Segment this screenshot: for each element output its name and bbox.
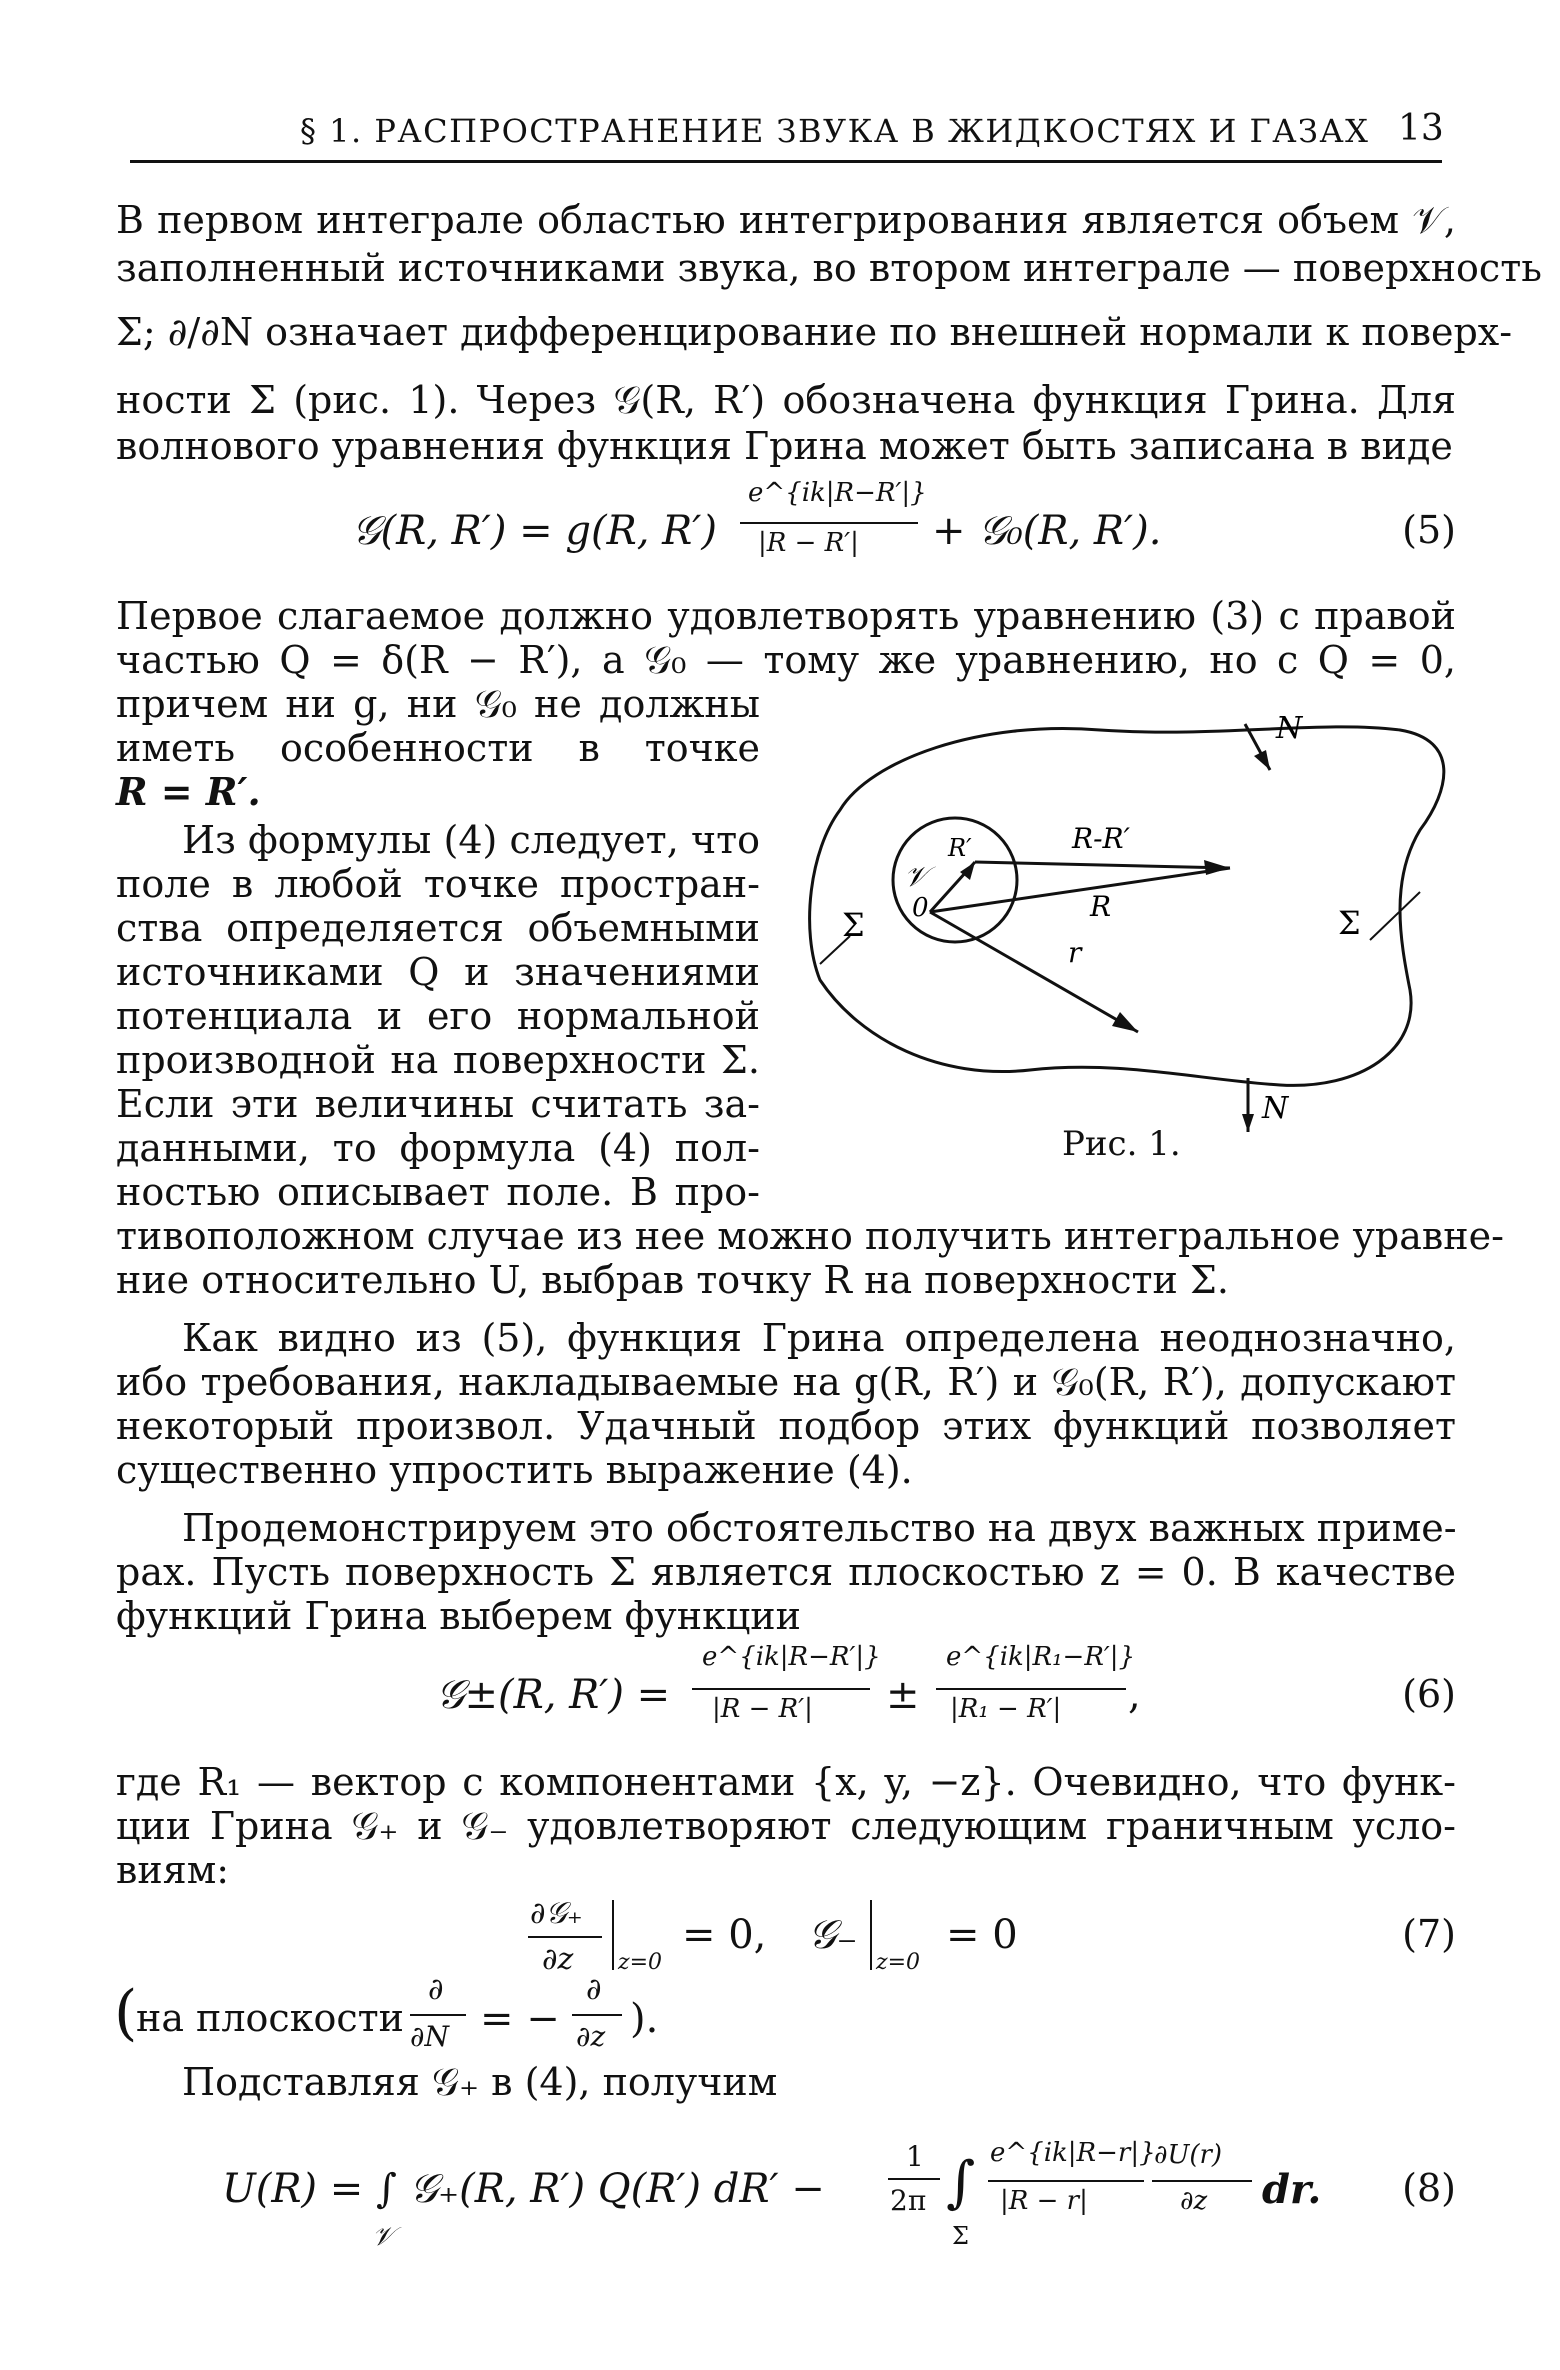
eq8-coef-num: 1 <box>906 2140 924 2173</box>
page-number: 13 <box>1398 108 1444 149</box>
eq7-part2: 𝒢₋ <box>808 1912 858 1958</box>
para3-line-5: потенциала и его нормальной <box>116 994 760 1038</box>
para3-line-8: данными, то формула (4) пол- <box>116 1126 760 1170</box>
eq8-number: (8) <box>1402 2166 1456 2210</box>
eq7-part1-den: ∂z <box>542 1942 574 1977</box>
figure-1 <box>800 700 1460 1140</box>
vector-small-r <box>930 912 1138 1032</box>
eq5-tail: + 𝒢₀(R, R′). <box>932 508 1162 554</box>
label-origin: 0 <box>912 893 929 923</box>
eq5-den: |R − R′| <box>758 528 859 558</box>
para3-line-9: ностью описывает поле. В про- <box>116 1170 760 1214</box>
eq7-note-d2-num: ∂ <box>586 1972 602 2007</box>
eq6-den1: |R − R′| <box>712 1694 813 1724</box>
para7-line: Подставляя 𝒢₊ в (4), получим <box>182 2060 778 2104</box>
eq7-eval-bar-1 <box>612 1900 614 1970</box>
para3-line-3: ства определяется объемными <box>116 906 760 950</box>
eq6-tail: , <box>1128 1672 1141 1718</box>
sigma-right-leader <box>1370 892 1420 940</box>
eq5-fraction-bar <box>740 522 918 524</box>
para6-line-2: ции Грина 𝒢₊ и 𝒢₋ удовлетворяют следующим граничным усло- <box>116 1804 1456 1848</box>
eq8-int2: ∫ <box>946 2150 976 2215</box>
eq8-lim1: 𝒱 <box>372 2222 394 2252</box>
eq8-den: |R − r| <box>1000 2186 1088 2216</box>
header-rule <box>130 160 1442 163</box>
eq8-bar-1 <box>988 2180 1144 2182</box>
para1-line-3: Σ; ∂/∂N означает дифференцирование по внешней нормали к поверх- <box>116 310 1513 354</box>
eq8-lhs: U(R) = ∫ 𝒢₊(R, R′) Q(R′) dR′ − <box>222 2166 825 2212</box>
para1-line-4: ности Σ (рис. 1). Через 𝒢(R, R′) обозначена функция Грина. Для <box>116 378 1456 422</box>
label-sigma-right: Σ <box>1338 904 1361 942</box>
eq6-number: (6) <box>1402 1672 1456 1716</box>
para3-line-2: поле в любой точке простран- <box>116 862 760 906</box>
eq7-note-d1-den: ∂N <box>410 2020 449 2053</box>
eq7-part1-num: ∂𝒢₊ <box>530 1896 583 1931</box>
para1-line-2: заполненный источниками звука, во втором интеграле — поверхность <box>116 246 1542 290</box>
para3-line-10: тивоположном случае из нее можно получить интегральное уравне- <box>116 1214 1504 1258</box>
eq7-note-d1-num: ∂ <box>428 1972 444 2007</box>
eq7-note-d2-den: ∂z <box>576 2020 606 2053</box>
eq7-sub-1: z=0 <box>618 1950 663 1975</box>
vector-r-rprime <box>975 862 1230 868</box>
para4-line-2: ибо требования, накладываемые на g(R, R′) и 𝒢₀(R, R′), допускают <box>116 1360 1456 1404</box>
label-sigma-left: Σ <box>842 906 865 944</box>
eq7-part2-tail: = 0 <box>946 1912 1018 1958</box>
eq8-bar-2 <box>1152 2180 1252 2182</box>
eq7-number: (7) <box>1402 1912 1456 1956</box>
eq8-coef-bar <box>888 2178 940 2180</box>
eq6-num2: e^{ik|R₁−R′|} <box>946 1642 1136 1672</box>
para4-line-1: Как видно из (5), функция Грина определена неоднозначно, <box>182 1316 1456 1360</box>
eq7-eval-bar-2 <box>870 1900 872 1970</box>
label-vector-small-r: r <box>1068 936 1082 969</box>
label-vector-r-rprime: R-R′ <box>1072 822 1130 855</box>
eq6-pm: ± <box>886 1672 920 1718</box>
para6-line-1: где R₁ — вектор с компонентами {x, y, −z}. Очевидно, что функ- <box>116 1760 1456 1804</box>
eq5-number: (5) <box>1402 508 1456 552</box>
eq8-tail: dr. <box>1262 2166 1322 2213</box>
eq6-fraction-bar-1 <box>692 1688 870 1690</box>
para5-line-2: рах. Пусть поверхность Σ является плоскостью z = 0. В качестве <box>116 1550 1456 1594</box>
para4-line-4: существенно упростить выражение (4). <box>116 1448 913 1492</box>
eq7-sub-2: z=0 <box>876 1950 921 1975</box>
eq7-note-bar-2 <box>572 2014 622 2016</box>
para5-line-1: Продемонстрируем это обстоятельство на двух важных приме- <box>182 1506 1457 1550</box>
eq8-lim2: Σ <box>952 2222 969 2250</box>
arrowhead-small-r <box>1112 1012 1138 1032</box>
eq7-note-text: на плоскости <box>136 1996 404 2040</box>
eq7-note-open-paren: ( <box>114 1978 138 2048</box>
eq6-den2: |R₁ − R′| <box>950 1694 1062 1724</box>
para3-line-4: источниками Q и значениями <box>116 950 760 994</box>
para5-line-3: функций Грина выберем функции <box>116 1594 801 1638</box>
para3-line-11: ние относительно U, выбрав точку R на поверхности Σ. <box>116 1258 1229 1302</box>
eq7-note-close: ). <box>630 1996 659 2042</box>
eq6-lhs: 𝒢±(R, R′) = <box>436 1672 671 1718</box>
eq8-num: e^{ik|R−r|} <box>990 2138 1156 2168</box>
para1-line-5: волнового уравнения функция Грина может быть записана в виде <box>116 424 1453 468</box>
para3-line-7: Если эти величины считать за- <box>116 1082 760 1126</box>
eq7-fraction-bar <box>528 1936 602 1938</box>
running-title: § 1. РАСПРОСТРАНЕНИЕ ЗВУКА В ЖИДКОСТЯХ И ГАЗАХ <box>300 112 1370 150</box>
label-vector-r: R <box>1090 890 1112 923</box>
eq7-part1-tail: = 0, <box>682 1912 767 1958</box>
normal-top-arrowhead <box>1254 750 1270 770</box>
eq7-note-eq: = − <box>480 1996 560 2042</box>
para3-line-6: производной на поверхности Σ. <box>116 1038 760 1082</box>
normal-bottom-arrowhead <box>1242 1114 1254 1132</box>
para4-line-3: некоторый произвол. Удачный подбор этих функций позволяет <box>116 1404 1456 1448</box>
eq8-dnum: ∂U(r) <box>1154 2140 1223 2170</box>
para3-line-1: Из формулы (4) следует, что <box>182 818 760 862</box>
eq6-num1: e^{ik|R−R′|} <box>702 1642 881 1672</box>
para2-line-2: частью Q = δ(R − R′), а 𝒢₀ — тому же уравнению, но с Q = 0, <box>116 638 1456 682</box>
para1-line-1: В первом интеграле областью интегрирования является объем 𝒱, <box>116 198 1456 242</box>
vector-r <box>930 868 1230 912</box>
eq7-note-bar-1 <box>410 2014 466 2016</box>
para2-line-4: иметь особенности в точке <box>116 726 760 770</box>
label-normal-bottom: N <box>1262 1091 1289 1126</box>
eq5-num: e^{ik|R−R′|} <box>748 478 927 508</box>
eq8-dden: ∂z <box>1180 2186 1208 2216</box>
eq8-coef-den: 2π <box>890 2184 927 2217</box>
para2-line-1: Первое слагаемое должно удовлетворять уравнению (3) с правой <box>116 594 1456 638</box>
para2-line-3: причем ни g, ни 𝒢₀ не должны <box>116 682 760 726</box>
eq5-lhs: 𝒢(R, R′) = g(R, R′) <box>352 508 717 554</box>
label-normal-top: N <box>1276 711 1303 746</box>
figure-caption: Рис. 1. <box>1062 1124 1181 1164</box>
para2-line-5: R = R′. <box>116 769 261 814</box>
eq6-fraction-bar-2 <box>936 1688 1126 1690</box>
label-rprime: R′ <box>948 834 972 862</box>
label-volume: 𝒱 <box>904 860 928 893</box>
para6-line-3: виям: <box>116 1848 230 1892</box>
